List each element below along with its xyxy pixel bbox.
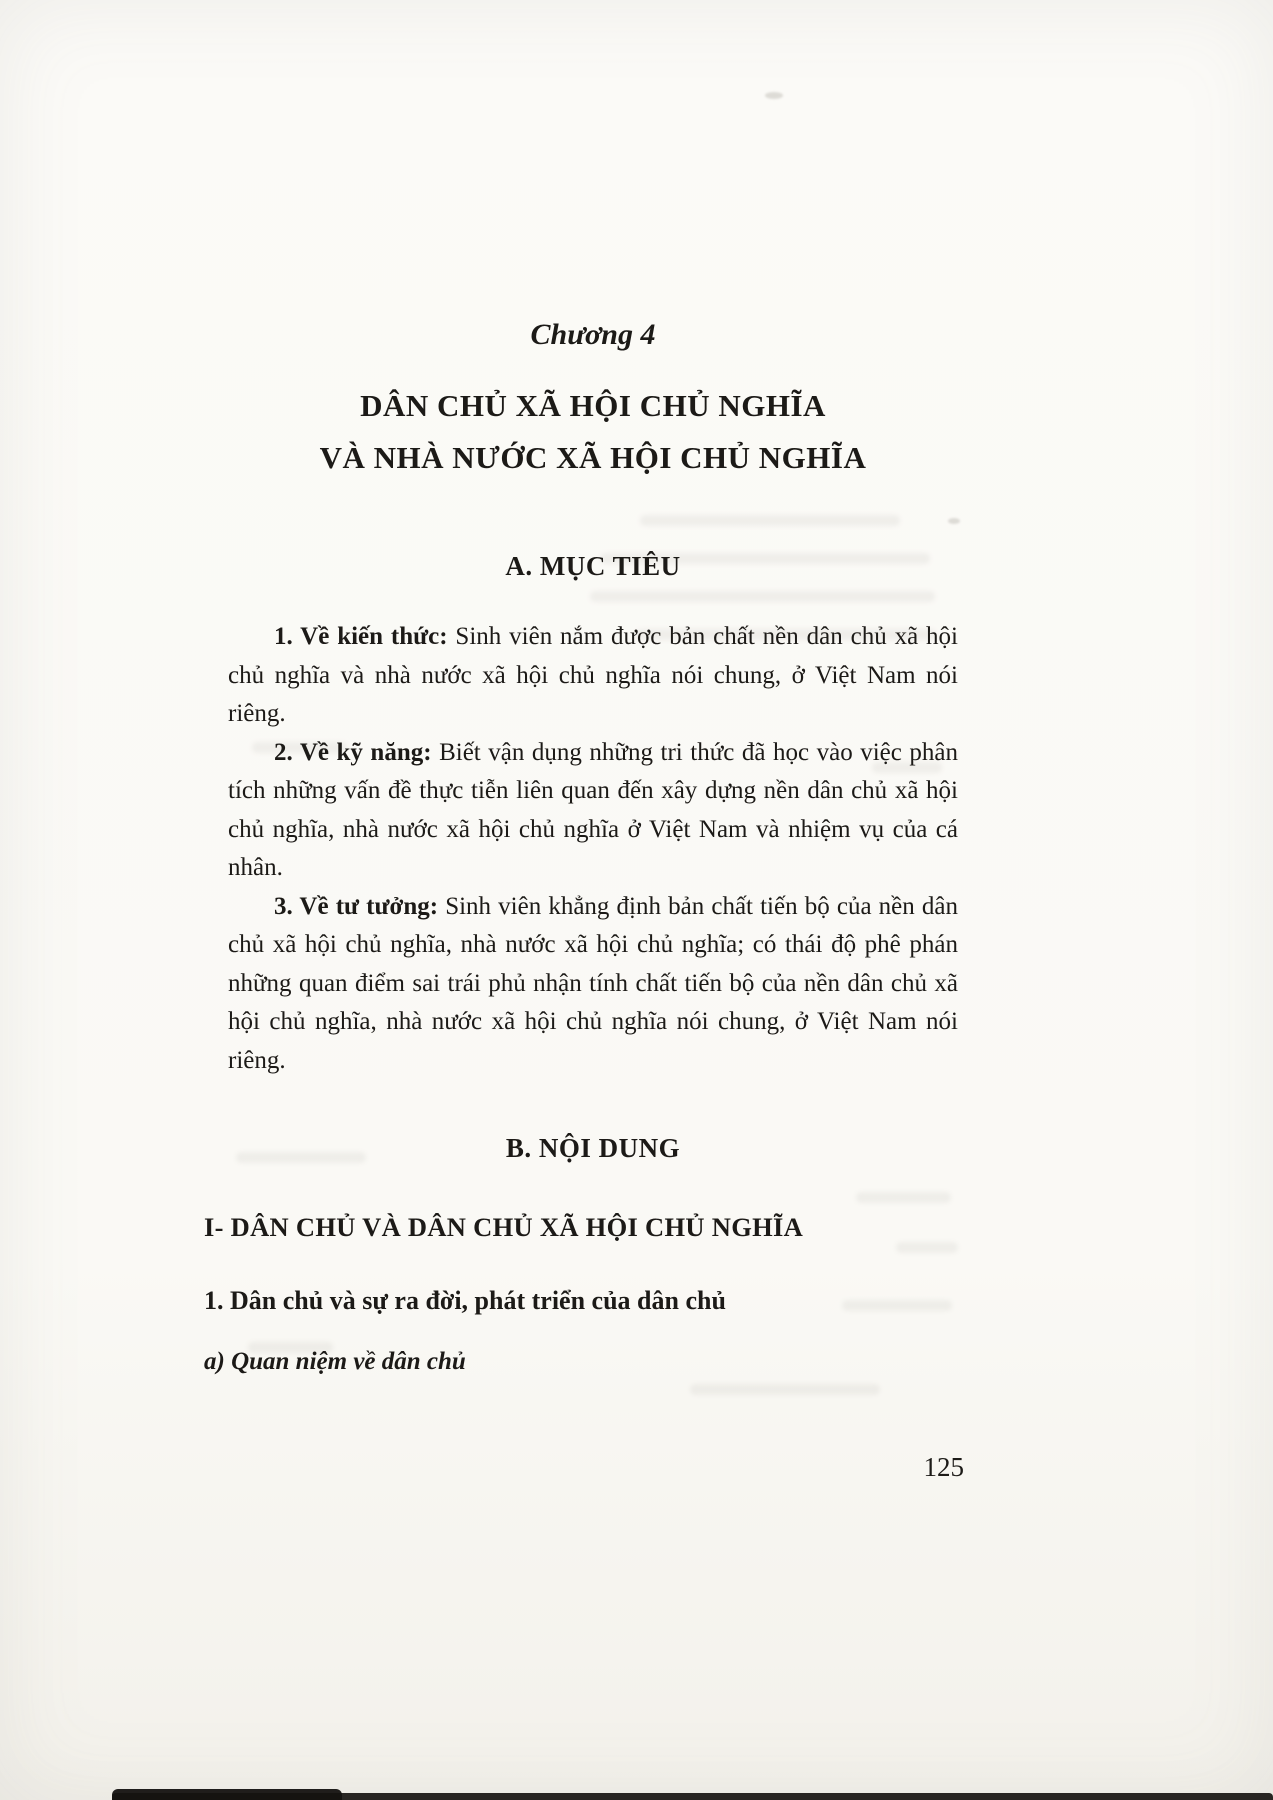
scan-speck-artifact xyxy=(765,92,783,99)
subsection-a-heading: a) Quan niệm về dân chủ xyxy=(204,1348,466,1375)
section-a-heading: A. MỤC TIÊU xyxy=(505,551,681,581)
subsection-1-heading: 1. Dân chủ và sự ra đời, phát triển của dân chủ xyxy=(204,1286,726,1315)
scan-bleed-artifact xyxy=(690,1384,880,1395)
paragraph-lead: 3. Về tư tưởng: xyxy=(274,892,439,920)
paragraph-lead: 1. Về kiến thức: xyxy=(274,623,448,650)
paragraph-body: Sinh viên khẳng định bản chất tiến bộ của nền dân chủ xã hội chủ nghĩa, nhà nước xã hội chủ nghĩa; có thái độ phê phán những quan điểm sai trái phủ nhận tính chất tiến bộ của nền dân chủ xã hội chủ nghĩa, nhà nước xã hội chủ nghĩa nói chung, ở Việt Nam nói riêng. xyxy=(228,892,958,1074)
section-i-heading: I- DÂN CHỦ VÀ DÂN CHỦ XÃ HỘI CHỦ NGHĨA xyxy=(204,1212,804,1242)
chapter-title-line2: VÀ NHÀ NƯỚC XÃ HỘI CHỦ NGHĨA xyxy=(319,440,867,475)
objective-paragraph-knowledge xyxy=(228,618,958,734)
section-b-heading: B. NỘI DUNG xyxy=(505,1133,681,1163)
page-number: 125 xyxy=(923,1452,964,1482)
objective-paragraph-ideology xyxy=(228,888,958,1081)
scan-bottom-edge-blob xyxy=(112,1789,342,1800)
objectives-block xyxy=(228,618,958,1080)
objective-paragraph-skills xyxy=(228,734,958,888)
paragraph-body: Biết vận dụng những tri thức đã học vào việc phân tích những vấn đề thực tiễn liên quan đến xây dựng nền dân chủ xã hội chủ nghĩa, nhà nước xã hội chủ nghĩa ở Việt Nam và nhiệm vụ của cá nhân. xyxy=(228,738,958,881)
paragraph-body: Sinh viên nắm được bản chất nền dân chủ xã hội chủ nghĩa và nhà nước xã hội chủ nghĩa nói chung, ở Việt Nam nói riêng. xyxy=(228,623,958,727)
paragraph-lead: 2. Về kỹ năng: xyxy=(274,738,432,766)
chapter-title-line1: DÂN CHỦ XÃ HỘI CHỦ NGHĨA xyxy=(360,388,826,423)
page-content xyxy=(204,318,958,1378)
chapter-label: Chương 4 xyxy=(530,318,656,351)
chapter-title xyxy=(228,380,958,484)
